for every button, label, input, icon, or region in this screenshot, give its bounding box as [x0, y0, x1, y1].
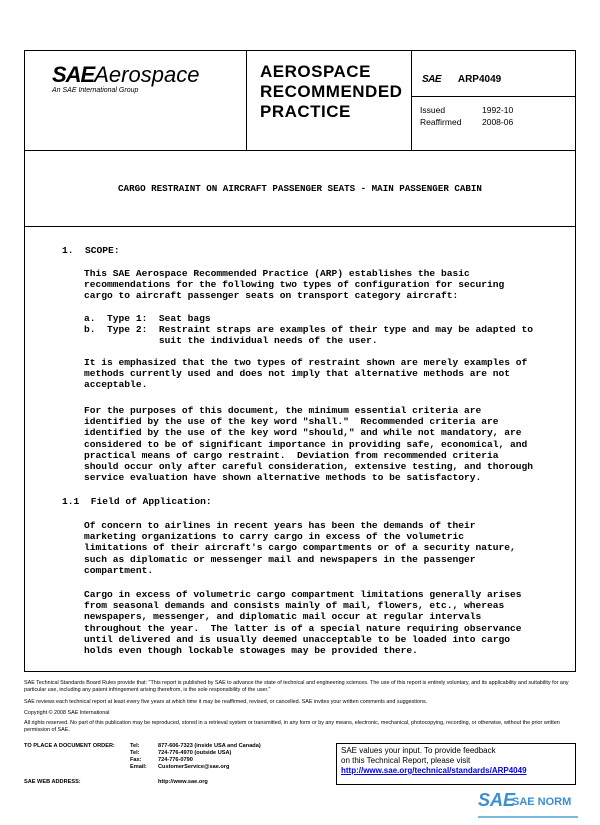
web-label: SAE WEB ADDRESS:	[24, 779, 81, 785]
header-divider	[24, 150, 576, 151]
sae-norm-watermark	[478, 790, 578, 820]
rules-notice: SAE Technical Standards Board Rules provide that: "This report is published by SAE to advance the state of technical and engineering sciences. The use of this report is entirely voluntary, and its applicability and suitability for any particular use, including any patent infringement arising therefrom, is the sole responsibility of the user."	[24, 680, 569, 693]
reaffirmed-label: Reaffirmed	[420, 117, 462, 127]
practice-line-3: PRACTICE	[260, 102, 351, 121]
web-link[interactable]: http://www.sae.org	[158, 779, 208, 785]
title-divider	[24, 226, 576, 227]
watermark-sae-text: SAE	[478, 790, 516, 810]
order-label: TO PLACE A DOCUMENT ORDER:	[24, 743, 115, 749]
copyright-notice: Copyright © 2008 SAE International	[24, 710, 110, 716]
email-label: Email:	[130, 764, 147, 770]
section-1-1-heading: 1.1 Field of Application:	[62, 496, 212, 507]
dates-block	[420, 104, 513, 128]
section-1-paragraph-2: It is emphasized that the two types of restraint shown are merely examples of methods currently used and does not imply that alternative methods are not acceptable.	[84, 357, 528, 391]
practice-line-1: AEROSPACE	[260, 62, 371, 81]
watermark-norm-text: SAE NORM	[512, 796, 572, 808]
doc-number-block	[422, 74, 501, 85]
review-notice: SAE reviews each technical report at least every five years at which time it may be reaffirmed, revised, or cancelled. SAE invites your written comments and suggestions.	[24, 699, 428, 705]
small-sae-logo: SAE	[422, 74, 442, 85]
document-type	[260, 62, 402, 122]
feedback-line-2: on this Technical Report, please visit	[341, 756, 471, 765]
tel2-value: 724-776-4970 (outside USA)	[158, 750, 232, 756]
document-title: CARGO RESTRAINT ON AIRCRAFT PASSENGER SEATS - MAIN PASSENGER CABIN	[118, 183, 482, 194]
feedback-box	[336, 743, 576, 785]
issued-value: 1992-10	[482, 105, 514, 115]
logo-aerospace-text: Aerospace	[94, 62, 200, 87]
feedback-link[interactable]: http://www.sae.org/technical/standards/ARP4049	[341, 766, 527, 775]
header-col-divider-1	[246, 50, 247, 150]
section-1-paragraph-1: This SAE Aerospace Recommended Practice (ARP) establishes the basic recommendations for the following two types of configuration for securing cargo to aircraft passenger seats on transport category aircraft:	[84, 268, 505, 302]
email-link[interactable]: CustomerService@sae.org	[158, 764, 230, 770]
doc-number: ARP4049	[457, 74, 502, 85]
section-1-1-paragraph-2: Cargo in excess of volumetric cargo compartment limitations generally arises from seasonal demands and consists mainly of mail, flowers, etc., whereas newspapers, messenger, and diplomatic mail occur at regular intervals throughout the year. The latter is of a special nature requiring observance until delivered and is usually deemed unacceptable to be loaded into cargo holds even though lockable stowages may be provided there.	[84, 589, 522, 657]
section-1-paragraph-3: For the purposes of this document, the minimum essential criteria are identified by the use of the key word "shall." Recommended criteria are identified by the use of the key word "should," and while not mandatory, are considered to be of significant importance in providing safe, economical, and practical means of cargo restraint. Deviation from recommended criteria should occur only after careful consideration, extensive testing, and thorough service evaluation have shown alternative methods to be satisfactory.	[84, 405, 534, 484]
tel2-label: Tel:	[130, 750, 140, 756]
practice-line-2: RECOMMENDED	[260, 82, 403, 101]
fax-value: 724-776-0790	[158, 757, 193, 763]
issued-label: Issued	[420, 105, 446, 115]
contact-values	[158, 743, 334, 771]
section-1-list: a. Type 1: Seat bags b. Type 2: Restraint straps are examples of their type and may be adapted to suit the individual needs of the user.	[84, 313, 534, 347]
tel-label: Tel:	[130, 743, 140, 749]
docnum-divider	[411, 96, 576, 97]
reaffirmed-value: 2008-06	[482, 117, 514, 127]
fax-label: Fax:	[130, 757, 142, 763]
feedback-line-1: SAE values your input. To provide feedback	[341, 746, 496, 755]
rights-notice: All rights reserved. No part of this publication may be reproduced, stored in a retrieval system or transmitted, in any form or by any means, electronic, mechanical, photocopying, recording, or otherwise, without the prior written permission of SAE.	[24, 720, 560, 733]
sae-aerospace-logo	[52, 62, 199, 88]
logo-sae-text: SAE	[52, 62, 95, 87]
section-1-heading: 1. SCOPE:	[62, 245, 120, 256]
tel-value: 877-606-7323 (inside USA and Canada)	[158, 743, 261, 749]
header-col-divider-2	[411, 50, 412, 150]
section-1-1-paragraph-1: Of concern to airlines in recent years has been the demands of their marketing organizations to carry cargo in excess of the volumetric limitations of their aircraft's cargo compartments or of a security nature, such as diplomatic or messenger mail and newspapers in the passenger compartment.	[84, 520, 516, 576]
logo-group-text: An SAE International Group	[52, 87, 139, 94]
